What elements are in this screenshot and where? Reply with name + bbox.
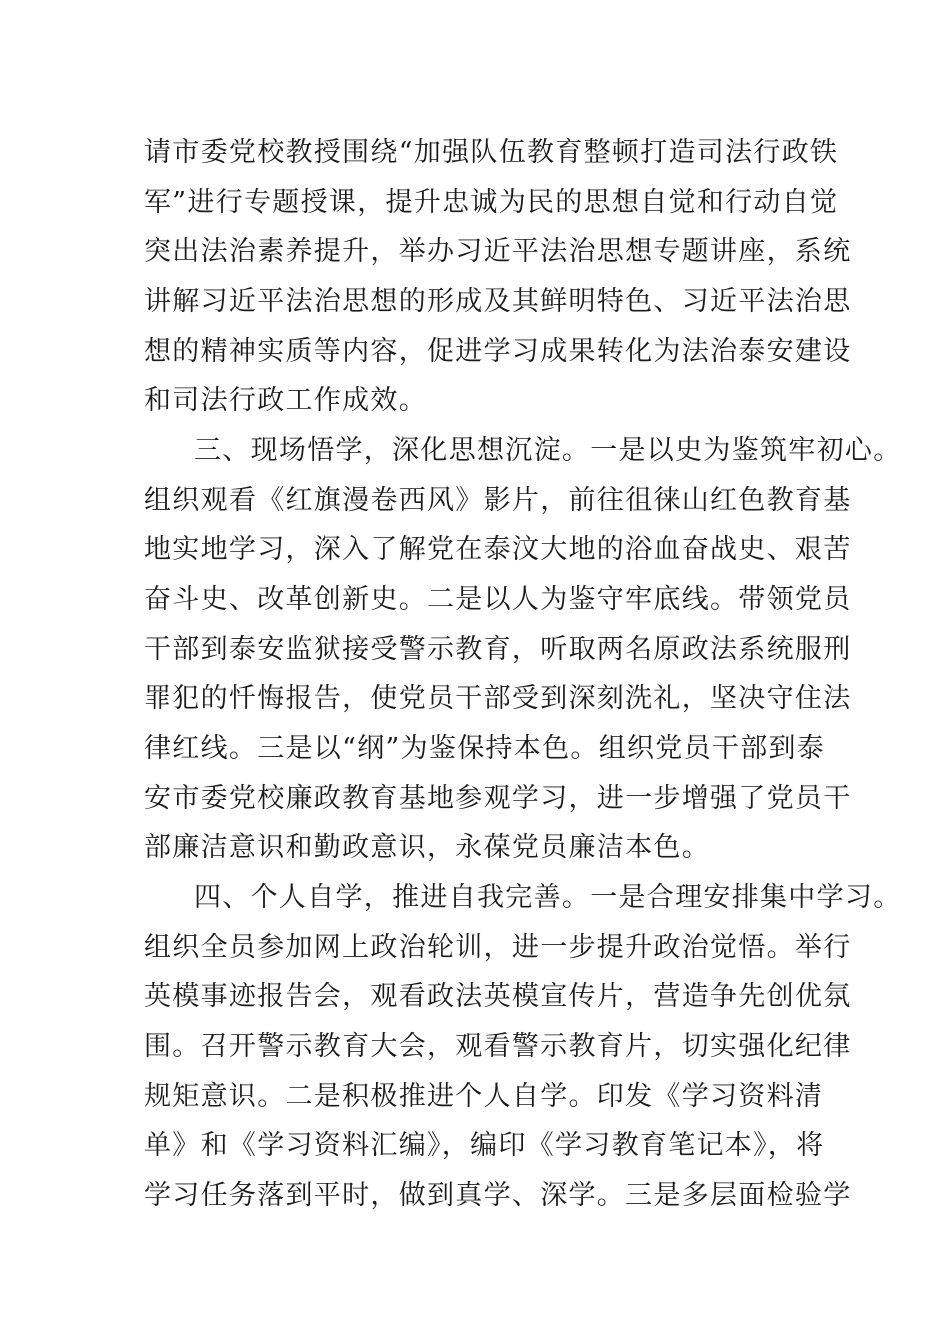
text-line-4: 讲解习近平法治思想的形成及其鲜明特色、习近平法治思 [144,286,852,317]
text-line-11: 干部到泰安监狱接受警示教育，听取两名原政法系统服刑 [144,634,852,665]
text-line-22: 学习任务落到平时，做到真学、深学。三是多层面检验学 [144,1180,852,1211]
text-line-15: 部廉洁意识和勤政意识，永葆党员廉洁本色。 [144,832,710,863]
text-line-9: 地实地学习，深入了解党在泰汶大地的浴血奋战史、艰苦 [144,534,852,565]
text-line-18: 英模事迹报告会，观看政法英模宣传片，营造争先创优氛 [144,981,852,1012]
text-line-6: 和司法行政工作成效。 [144,385,427,416]
text-line-21: 单》和《学习资料汇编》，编印《学习教育笔记本》，将 [144,1130,825,1161]
text-line-3: 突出法治素养提升，举办习近平法治思想专题讲座，系统 [144,236,852,267]
text-line-13: 律红线。三是以“纲”为鉴保持本色。组织党员干部到泰 [144,733,826,764]
section-heading-3: 三、现场悟学，深化思想沉淀。一是以史为鉴筑牢初心。 [194,435,902,466]
text-line-5: 想的精神实质等内容，促进学习成果转化为法治泰安建设 [144,336,852,367]
text-line-17: 组织全员参加网上政治轮训，进一步提升政治觉悟。举行 [144,932,852,963]
text-line-2: 军”进行专题授课，提升忠诚为民的思想自觉和行动自觉 [144,187,839,218]
section-heading-4: 四、个人自学，推进自我完善。一是合理安排集中学习。 [194,882,902,913]
text-line-20: 规矩意识。二是积极推进个人自学。印发《学习资料清 [144,1081,824,1112]
text-line-19: 围。召开警示教育大会，观看警示教育片，切实强化纪律 [144,1031,852,1062]
text-line-1: 请市委党校教授围绕“加强队伍教育整顿打造司法行政铁 [144,137,839,168]
text-line-12: 罪犯的忏悔报告，使党员干部受到深刻洗礼，坚决守住法 [144,683,852,714]
text-line-8: 组织观看《红旗漫卷西风》影片，前往徂徕山红色教育基 [144,485,852,516]
text-line-14: 安市委党校廉政教育基地参观学习，进一步增强了党员干 [144,783,852,814]
text-line-10: 奋斗史、改革创新史。二是以人为鉴守牢底线。带领党员 [144,584,852,615]
